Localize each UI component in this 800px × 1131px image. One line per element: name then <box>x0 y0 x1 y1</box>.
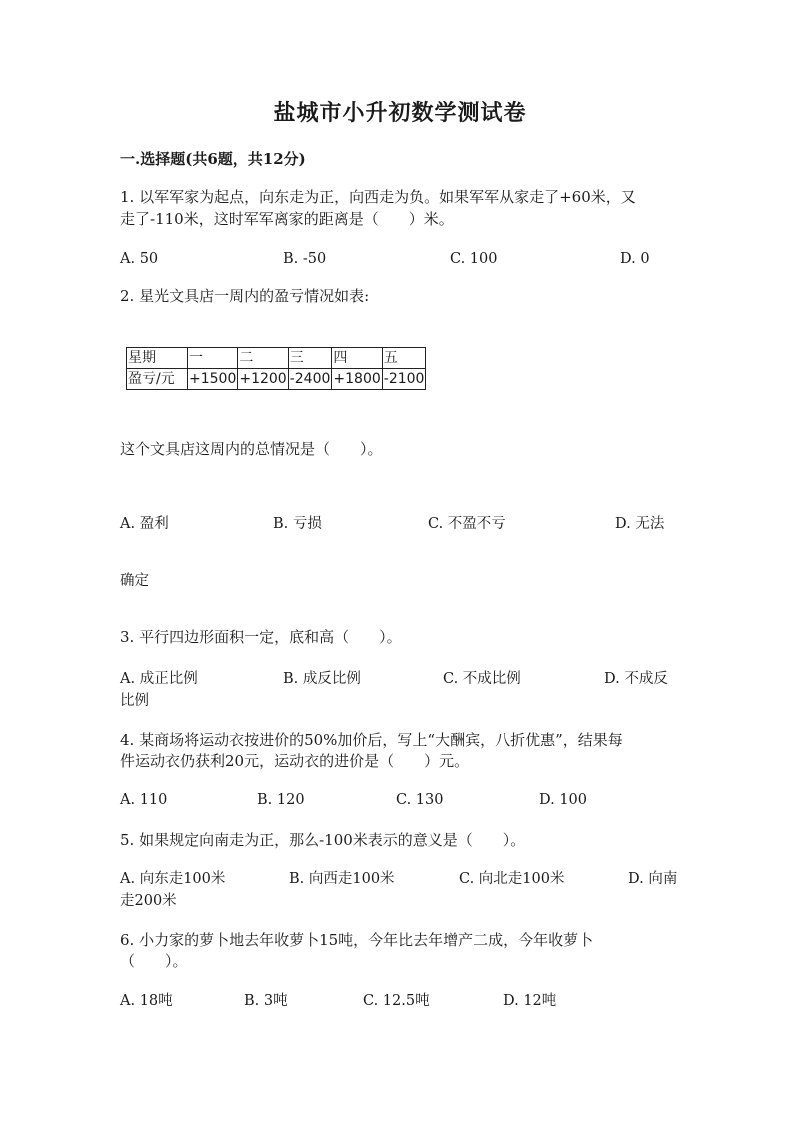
question-4-option-b: B. 120 <box>257 792 305 808</box>
table-cell: 盈亏/元 <box>127 369 188 390</box>
question-6-option-b: B. 3吨 <box>244 993 288 1009</box>
question-2-option-a: A. 盈利 <box>120 516 169 532</box>
question-4-line-1: 4. 某商场将运动衣按进价的50%加价后，写上“大酬宾，八折优惠”，结果每 <box>120 731 623 749</box>
table-cell: +1200 <box>238 369 288 390</box>
question-5-option-d-wrap: 走200米 <box>120 893 177 909</box>
question-1-option-d: D. 0 <box>620 251 650 267</box>
question-1-option-b: B. -50 <box>283 251 327 267</box>
question-6-line-2: （ ）。 <box>120 952 188 970</box>
question-4-option-d: D. 100 <box>539 792 588 808</box>
question-4-line-2: 件运动衣仍获利20元，运动衣的进价是（ ）元。 <box>120 752 470 770</box>
section-heading: 一.选择题(共6题，共12分) <box>120 150 306 168</box>
profit-loss-table <box>126 347 426 390</box>
question-1-line-1: 1. 以军军家为起点，向东走为正，向西走为负。如果军军从家走了+60米，又 <box>120 188 636 206</box>
table-cell: -2100 <box>382 369 426 390</box>
table-cell: 星期 <box>127 348 188 369</box>
question-3-option-d: D. 不成反 <box>604 671 668 687</box>
question-2-option-d-wrap: 确定 <box>120 573 149 589</box>
table-cell: +1800 <box>332 369 382 390</box>
table-cell: +1500 <box>188 369 238 390</box>
question-2-option-c: C. 不盈不亏 <box>428 516 506 532</box>
question-2-option-d: D. 无法 <box>615 516 665 532</box>
table-cell: 四 <box>332 348 382 369</box>
question-1-option-a: A. 50 <box>120 251 159 267</box>
question-3-option-c: C. 不成比例 <box>443 671 521 687</box>
table-cell: 一 <box>188 348 238 369</box>
table-header-row <box>127 348 426 369</box>
question-4-option-c: C. 130 <box>396 792 444 808</box>
question-1-option-c: C. 100 <box>450 251 498 267</box>
question-2-intro: 2. 星光文具店一周内的盈亏情况如表: <box>120 287 370 305</box>
question-3-option-d-wrap: 比例 <box>120 693 149 709</box>
table-cell: -2400 <box>288 369 332 390</box>
table-row <box>127 369 426 390</box>
question-6-option-d: D. 12吨 <box>503 993 557 1009</box>
question-6-option-a: A. 18吨 <box>120 993 173 1009</box>
question-6-line-1: 6. 小力家的萝卜地去年收萝卜15吨，今年比去年增产二成，今年收萝卜 <box>120 931 594 949</box>
question-2-option-b: B. 亏损 <box>273 516 322 532</box>
table-cell: 二 <box>238 348 288 369</box>
question-5-option-b: B. 向西走100米 <box>289 871 395 887</box>
question-1-line-2: 走了-110米，这时军军离家的距离是（ ）米。 <box>120 210 454 228</box>
question-3-option-b: B. 成反比例 <box>283 671 361 687</box>
question-3-option-a: A. 成正比例 <box>120 671 198 687</box>
question-5-text: 5. 如果规定向南走为正，那么-100米表示的意义是（ ）。 <box>120 831 526 849</box>
question-5-option-d: D. 向南 <box>628 871 678 887</box>
table-cell: 三 <box>288 348 332 369</box>
question-5-option-a: A. 向东走100米 <box>120 871 226 887</box>
question-6-option-c: C. 12.5吨 <box>363 993 430 1009</box>
question-3-text: 3. 平行四边形面积一定，底和高（ ）。 <box>120 628 402 646</box>
table-cell: 五 <box>382 348 426 369</box>
question-2-text: 这个文具店这周内的总情况是（ ）。 <box>120 440 383 458</box>
page-title: 盐城市小升初数学测试卷 <box>273 100 527 126</box>
question-5-option-c: C. 向北走100米 <box>459 871 565 887</box>
question-4-option-a: A. 110 <box>120 792 168 808</box>
